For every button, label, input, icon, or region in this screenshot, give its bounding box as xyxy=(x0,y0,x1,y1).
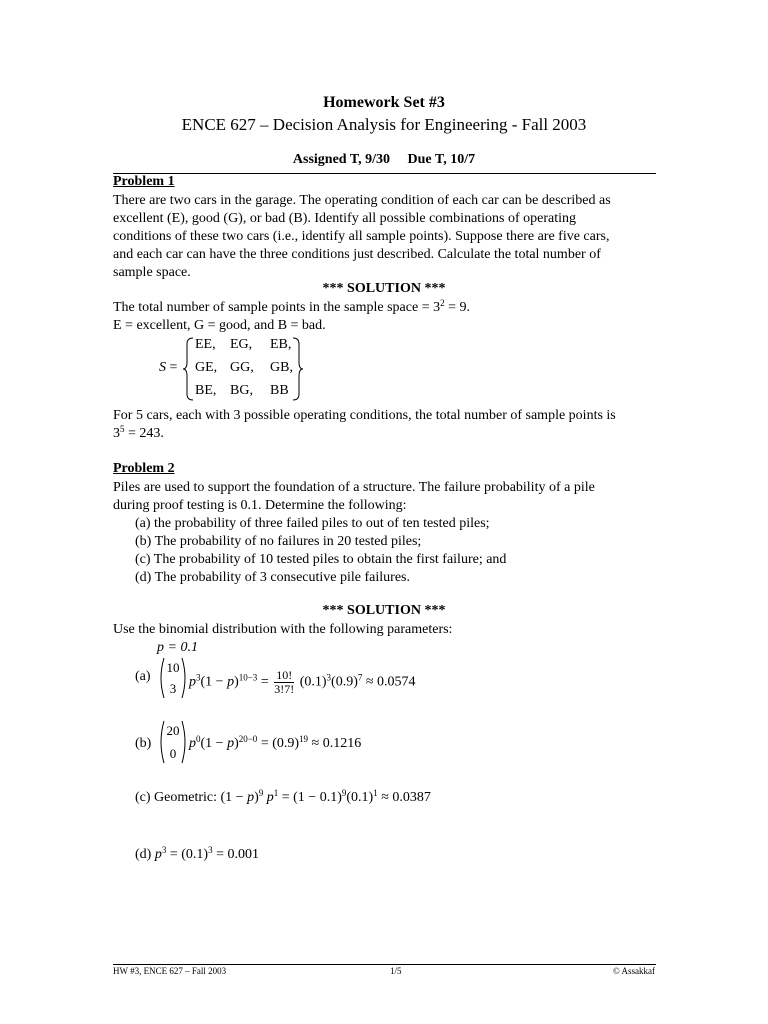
course-title: ENCE 627 – Decision Analysis for Engineering - Fall 2003 xyxy=(181,115,587,134)
set-row: BE, BG, BB xyxy=(195,383,289,398)
part-d-result: = 0.001 xyxy=(216,847,259,862)
assigned-date: Assigned T, 9/30 xyxy=(292,152,391,167)
set-row: EE, EG, EB, xyxy=(195,337,292,352)
part-c-label: (c) Geometric: xyxy=(135,790,218,805)
list-item: (c) The probability of 10 tested piles to obtain the first failure; and xyxy=(135,552,507,567)
text-line: sample space. xyxy=(113,265,191,280)
svg-text:3: 3 xyxy=(169,681,177,696)
part-a-label: (a) xyxy=(135,669,151,684)
binomial-20-0 xyxy=(158,720,188,764)
footer-left: HW #3, ENCE 627 – Fall 2003 xyxy=(113,966,227,976)
footer-page-number: 1/5 xyxy=(390,966,402,976)
part-a-expression: $p^3(1 - p)^{10-3}$ = $\frac{10!}{3!7!}$ $(0.1)^3(0.9)^7 \approx 0.0574$ xyxy=(189,668,416,696)
svg-text:20: 20 xyxy=(166,723,180,738)
header-rule xyxy=(113,173,656,174)
problem-2-title: Problem 2 xyxy=(113,461,175,476)
part-b-expression: $p^0(1 - p)^{20-0} = (0.9)^{19} \approx 0.1216$ xyxy=(189,734,362,751)
solution-line-2: E = excellent, G = good, and B = bad. xyxy=(113,318,326,333)
part-c-result: ≈ 0.0387 xyxy=(381,790,431,805)
text-line: excellent (E), good (G), or bad (B). Identify all possible combinations of operating xyxy=(113,211,577,226)
binomial-10-3 xyxy=(158,657,188,699)
text-line: and each car can have the three conditions just described. Calculate the total number of xyxy=(113,247,601,262)
list-item: (b) The probability of no failures in 20 tested piles; xyxy=(135,534,422,549)
set-label: S = xyxy=(159,360,178,375)
text-line: There are two cars in the garage. The operating condition of each car can be described as xyxy=(113,193,611,208)
part-a-result: ≈ 0.0574 xyxy=(365,674,416,690)
solution-line-4: $3^5 = 243$. xyxy=(113,424,164,441)
solution-line-3: For 5 cars, each with 3 possible operating conditions, the total number of sample points is xyxy=(113,408,616,423)
right-brace xyxy=(293,338,303,400)
problem-1-solution-label: *** SOLUTION *** xyxy=(322,281,446,296)
part-c-line: (c) Geometric: $(1 - p)^9$ $p^1 = (1 - 0.1)^9(0.1)^1 \approx 0.0387$ xyxy=(135,788,431,805)
problem-1-text xyxy=(113,192,611,282)
set-row: GE, GG, GB, xyxy=(195,360,293,375)
due-date: Due T, 10/7 xyxy=(407,152,476,167)
text-line: conditions of these two cars (i.e., identify all sample points). Suppose there are five cars, xyxy=(113,229,610,244)
problem-2-solution-label: *** SOLUTION *** xyxy=(322,603,446,618)
part-b-label: (b) xyxy=(135,736,152,751)
left-brace xyxy=(183,338,193,400)
dates-line xyxy=(0,152,768,168)
solution-intro: Use the binomial distribution with the following parameters: xyxy=(113,622,453,637)
part-d-line: (d) $p^3 = (0.1)^3 = 0.001$ xyxy=(135,845,259,862)
problem-2-items xyxy=(135,515,506,587)
page-title: Homework Set #3 xyxy=(323,94,445,111)
list-item: (d) The probability of 3 consecutive pile failures. xyxy=(135,570,410,585)
part-b-result: ≈ 0.1216 xyxy=(311,736,362,751)
footer-rule xyxy=(113,964,656,965)
parameter-p: p = 0.1 xyxy=(157,640,198,655)
problem-2-text xyxy=(113,479,595,515)
svg-text:0: 0 xyxy=(169,746,177,761)
text-line: during proof testing is 0.1. Determine the following: xyxy=(113,498,407,513)
part-d-label: (d) xyxy=(135,847,152,862)
footer-right: © Assakkaf xyxy=(612,966,655,976)
problem-1-title: Problem 1 xyxy=(113,174,175,189)
solution-line-1: The total number of sample points in the sample space = $3^2 = 9$. xyxy=(113,298,470,315)
list-item: (a) the probability of three failed piles to out of ten tested piles; xyxy=(135,516,490,531)
text-line: Piles are used to support the foundation of a structure. The failure probability of a pile xyxy=(113,480,595,495)
svg-text:10: 10 xyxy=(166,660,180,675)
